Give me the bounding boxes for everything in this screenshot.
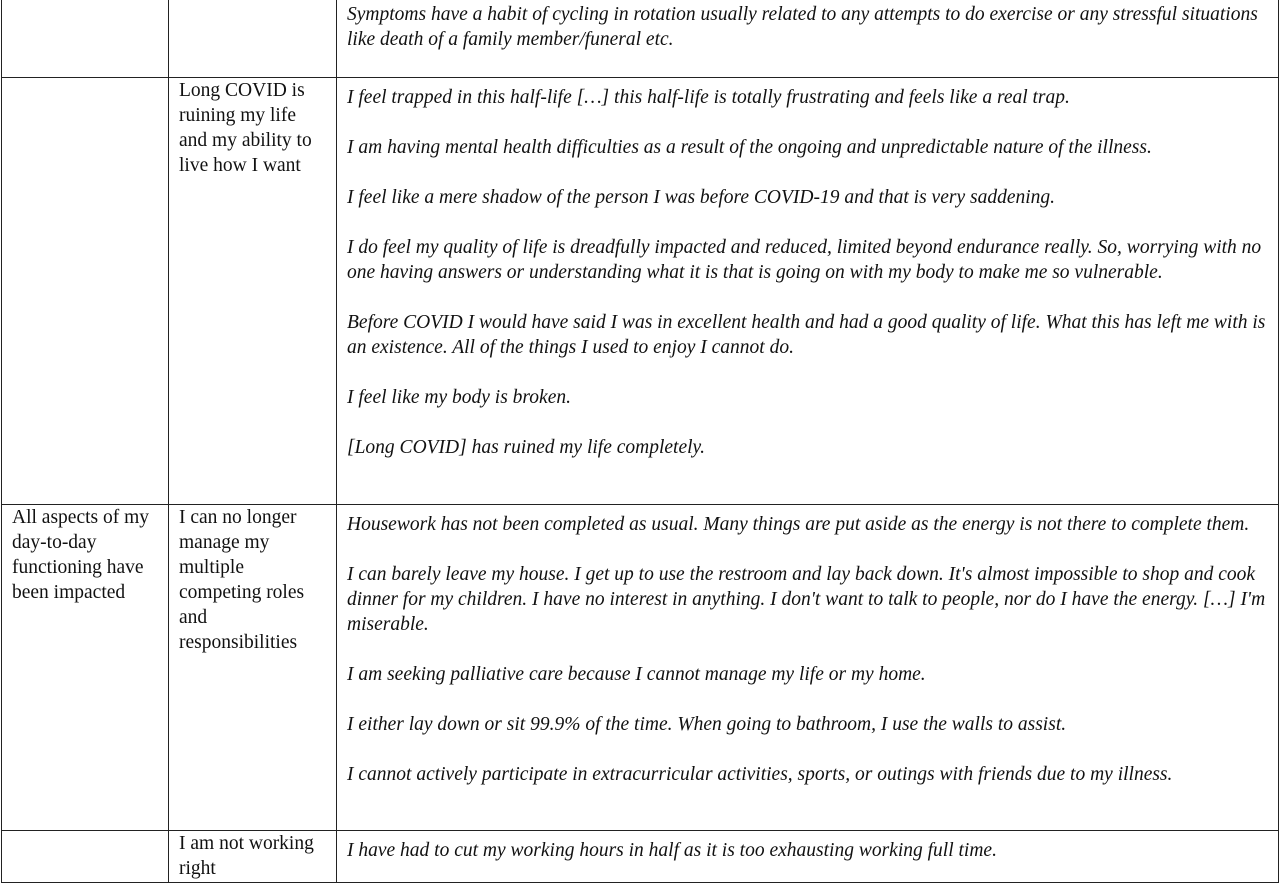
- quote-spacer: [347, 210, 1268, 235]
- table-row: [2, 831, 1279, 883]
- quote-spacer: [347, 410, 1268, 435]
- quote-spacer: [347, 637, 1268, 662]
- participant-quote: I can barely leave my house. I get up to use the restroom and lay back down. It's almost impossible to shop and cook dinner for my children. I have no interest in anything. I don't want to talk to people, nor do I have the energy. […] I'm miserable.: [347, 564, 1266, 635]
- participant-quote: I feel like a mere shadow of the person I was before COVID-19 and that is very saddening.: [347, 187, 1056, 208]
- participant-quote: Before COVID I would have said I was in excellent health and had a good quality of life. What this has left me with is an existence. All of the things I used to enjoy I cannot do.: [347, 312, 1266, 358]
- theme-cell: [2, 0, 169, 78]
- quote-spacer: [347, 285, 1268, 310]
- theme-cell: All aspects of my day-to-day functioning have been impacted: [2, 505, 169, 831]
- subtheme-cell: Long COVID is ruining my life and my ability to live how I want: [169, 78, 337, 505]
- participant-quote: Symptoms have a habit of cycling in rotation usually related to any attempts to do exercise or any stressful situations like death of a family member/funeral etc.: [347, 4, 1258, 50]
- quotes-cell: [337, 505, 1279, 831]
- participant-quote: I am having mental health difficulties as a result of the ongoing and unpredictable nature of the illness.: [347, 137, 1152, 158]
- participant-quote: I feel like my body is broken.: [347, 387, 571, 408]
- quotes-cell: [337, 831, 1279, 883]
- participant-quote: I have had to cut my working hours in half as it is too exhausting working full time.: [347, 840, 997, 861]
- quote-spacer: [347, 737, 1268, 762]
- table-row: [2, 505, 1279, 831]
- quotes-cell: [337, 0, 1279, 78]
- theme-cell: [2, 831, 169, 883]
- participant-quote: I am seeking palliative care because I cannot manage my life or my home.: [347, 664, 926, 685]
- participant-quote: [Long COVID] has ruined my life completely.: [347, 437, 705, 458]
- subtheme-cell: [169, 0, 337, 78]
- quotes-cell: [337, 78, 1279, 505]
- quote-spacer: [347, 160, 1268, 185]
- participant-quote: I either lay down or sit 99.9% of the time. When going to bathroom, I use the walls to assist.: [347, 714, 1067, 735]
- quote-spacer: [347, 360, 1268, 385]
- quote-spacer: [347, 687, 1268, 712]
- participant-quote: I feel trapped in this half-life […] this half-life is totally frustrating and feels like a real trap.: [347, 87, 1070, 108]
- table-body: [2, 0, 1279, 883]
- participant-quote: I do feel my quality of life is dreadfully impacted and reduced, limited beyond endurance really. So, worrying with no one having answers or understanding what it is that is going on with my body to make me so vulnerable.: [347, 237, 1262, 283]
- quotes-table: [1, 0, 1279, 883]
- theme-cell: [2, 78, 169, 505]
- participant-quote: Housework has not been completed as usual. Many things are put aside as the energy is not there to complete them.: [347, 514, 1250, 535]
- subtheme-cell: I can no longer manage my multiple competing roles and responsibilities: [169, 505, 337, 831]
- participant-quote: I cannot actively participate in extracurricular activities, sports, or outings with friends due to my illness.: [347, 764, 1173, 785]
- table-row: [2, 78, 1279, 505]
- quote-spacer: [347, 110, 1268, 135]
- table-row: [2, 0, 1279, 78]
- quote-spacer: [347, 537, 1268, 562]
- subtheme-cell: I am not working right: [169, 831, 337, 883]
